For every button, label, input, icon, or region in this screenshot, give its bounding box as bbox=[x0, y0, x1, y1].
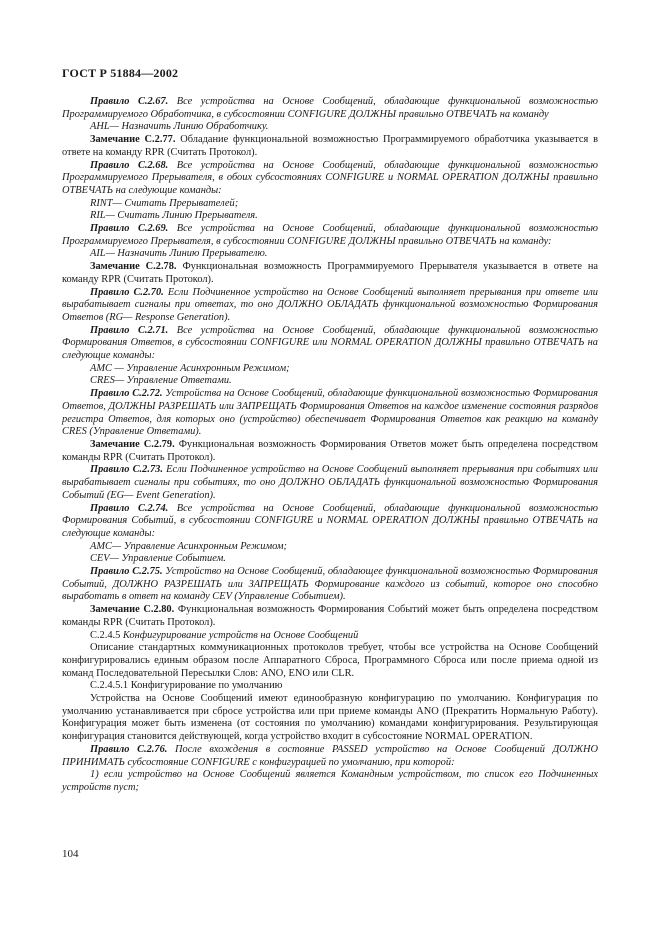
note-label: Замечание С.2.77. bbox=[90, 134, 176, 146]
command-rint: RINT— Считать Прерывателей; bbox=[90, 197, 239, 209]
command-amc: АМС— Управление Асинхронным Режимом; bbox=[90, 540, 287, 552]
note-text: Функциональная возможность Формирования Ответов может быть определена посредством команды RPR (Считать Протокол). bbox=[62, 438, 598, 463]
rule-c-2-74 bbox=[62, 503, 598, 541]
rule-text: Устройства на Основе Сообщений, обладающие функциональной возможностью Формирования Ответов, ДОЛЖНЫ РАЗРЕШАТЬ или ЗАПРЕЩАТЬ Формирования Ответов на каждое изменение состояния разрядов регистра Ответов, для которых оно (устройство) обеспечивает Формирования Ответов как реакцию на команду CRES (Управление Ответами). bbox=[62, 388, 598, 438]
rule-c-2-76 bbox=[62, 744, 598, 769]
rule-label: Правило С.2.72. bbox=[90, 388, 163, 400]
note-label: Замечание С.2.78. bbox=[90, 261, 177, 273]
rule-text: Все устройства на Основе Сообщений, обладающие функциональной возможностью Формирования Ответов, в субсостоянии CONFIGURE или NORMAL OPERATION ДОЛЖНЫ правильно ОТВЕЧАТЬ на следующие команды: bbox=[62, 324, 598, 362]
rule-text: Если Подчиненное устройство на Основе Сообщений выполняет прерывания при ответе или вырабатывает сигналы при ответах, то оно ДОЛЖНО ОБЛАДАТЬ функциональной возможностью Формирования Ответов (RG— Response Generation). bbox=[62, 286, 598, 323]
rule-text: Все устройства на Основе Сообщений, обладающие функциональной возможностью Программируемого Прерывателя, в субсостоянии CONFIGURE ДОЛЖНЫ правильно ОТВЕЧАТЬ на команду: bbox=[62, 223, 598, 247]
rule-label: Правило С.2.75. bbox=[90, 566, 163, 578]
note-text: Функциональная возможность Программируемого Прерывателя указывается в ответе на команду RPR (Считать Протокол). bbox=[62, 261, 599, 285]
command-ahl: AHL— Назначить Линию Обработчику. bbox=[90, 121, 269, 133]
rule-c-2-69 bbox=[62, 223, 598, 248]
rule-text: Все устройства на Основе Сообщений, обладающие функциональной возможностью Программируемого Обработчика, в субсостоянии CONFIGURE ДОЛЖНЫ правильно ОТВЕЧАТЬ на команду bbox=[62, 96, 598, 120]
rule-c-2-73 bbox=[62, 464, 598, 502]
rule-text: Все устройства на Основе Сообщений, обладающие функциональной возможностью Программируемого Прерывателя, в обоих субсостояниях CONFIGURE и NORMAL OPERATION ДОЛЖНЫ правильно ОТВЕЧАТЬ на следующие команды: bbox=[62, 159, 598, 196]
rule-c-2-72 bbox=[62, 388, 598, 439]
rule-label: Правило С.2.73. bbox=[90, 464, 163, 476]
section-heading-c-2-4-5 bbox=[62, 630, 598, 643]
command-ail: AIL— Назначить Линию Прерывателю. bbox=[90, 248, 268, 260]
rule-c-2-70 bbox=[62, 287, 598, 325]
rule-text: После вхождения в состояние PASSED устройство на Основе Сообщений ДОЛЖНО ПРИНИМАТЬ субсостояние CONFIGURE с конфигурацией по умолчанию, при которой: bbox=[62, 743, 598, 768]
command-amc: АМС — Управление Асинхронным Режимом; bbox=[90, 362, 290, 374]
rule-label: Правило С.2.69. bbox=[90, 223, 169, 235]
rule-text: Устройство на Основе Сообщений, обладающее функциональной возможностью Формирования Событий, ДОЛЖНО РАЗРЕШАТЬ или ЗАПРЕЩАТЬ Формирование каждого из событий, которое оно способно выработать в ответ на команду CEV (Управление Событием). bbox=[62, 566, 598, 603]
rule-c-2-67 bbox=[62, 96, 598, 121]
rule-text: Все устройства на Основе Сообщений, обладающие функциональной возможностью Формирования Событий, в субсостоянии CONFIGURE и NORMAL OPERATION ДОЛЖНЫ правильно ОТВЕЧАТЬ на следующие команды: bbox=[62, 502, 598, 539]
section-number: С.2.4.5 bbox=[90, 629, 123, 641]
page-number: 104 bbox=[62, 848, 79, 860]
rule-label: Правило С.2.67. bbox=[90, 96, 169, 107]
rule-label: Правило С.2.74. bbox=[90, 502, 169, 514]
paragraph-description: Описание стандартных коммуникационных протоколов требует, чтобы все устройства на Основе Сообщений конфигурировались единым образом после Аппаратного Сброса, Программного Сброса или после приема одной из команд Последовательной Пересылки Слов: ANO, ENO или CLR. bbox=[62, 642, 598, 679]
paragraph-default-config: Устройства на Основе Сообщений имеют единообразную конфигурацию по умолчанию. Конфигурация по умолчанию устанавливается при сбросе устройства или при приеме команды ANO (Прекратить Нормальную Работу). Конфигурация может быть изменена (от состояния по умолчанию) командами конфигурирования. Результирующая конфигурация становится действующей, когда устройство входит в субсостояние NORMAL OPERATION. bbox=[62, 693, 598, 743]
command-cev: CEV— Управление Событием. bbox=[90, 553, 226, 565]
rule-label: Правило С.2.71. bbox=[90, 324, 169, 336]
page-body bbox=[62, 96, 598, 795]
note-c-2-78 bbox=[62, 261, 598, 286]
rule-label: Правило С.2.70. bbox=[90, 286, 164, 298]
note-label: Замечание С.2.79. bbox=[90, 438, 175, 450]
rule-c-2-68 bbox=[62, 160, 598, 198]
command-cres: CRES— Управление Ответами. bbox=[90, 375, 232, 387]
rule-label: Правило С.2.68. bbox=[90, 159, 169, 171]
rule-text: Если Подчиненное устройство на Основе Сообщений выполняет прерывания при событиях или вырабатывает сигналы при событиях, то оно ДОЛЖНО ОБЛАДАТЬ функциональной возможностью Формирования Событий (EG— Event Generation). bbox=[62, 464, 598, 501]
note-text: Обладание функциональной возможностью Программируемого обработчика указывается в ответе на команду RPR (Считать Протокол). bbox=[62, 134, 598, 158]
section-title: Конфигурирование устройств на Основе Сообщений bbox=[122, 629, 359, 641]
note-c-2-79 bbox=[62, 439, 598, 464]
standard-header: ГОСТ Р 51884—2002 bbox=[62, 66, 179, 80]
command-ril: RIL— Считать Линию Прерывателя. bbox=[90, 210, 258, 222]
section-heading-c-2-4-5-1: С.2.4.5.1 Конфигурирование по умолчанию bbox=[90, 680, 283, 692]
note-text: Функциональная возможность Формирования Событий может быть определена посредством команды RPR (Считать Протокол). bbox=[62, 604, 598, 628]
rule-c-2-71 bbox=[62, 325, 598, 363]
rule-label: Правило С.2.76. bbox=[90, 743, 168, 755]
note-c-2-80 bbox=[62, 604, 598, 629]
note-label: Замечание С.2.80. bbox=[90, 604, 175, 616]
list-item: 1) если устройство на Основе Сообщений является Командным устройством, то список его Подчиненных устройств пуст; bbox=[62, 769, 598, 793]
note-c-2-77 bbox=[62, 134, 598, 159]
rule-c-2-75 bbox=[62, 566, 598, 604]
